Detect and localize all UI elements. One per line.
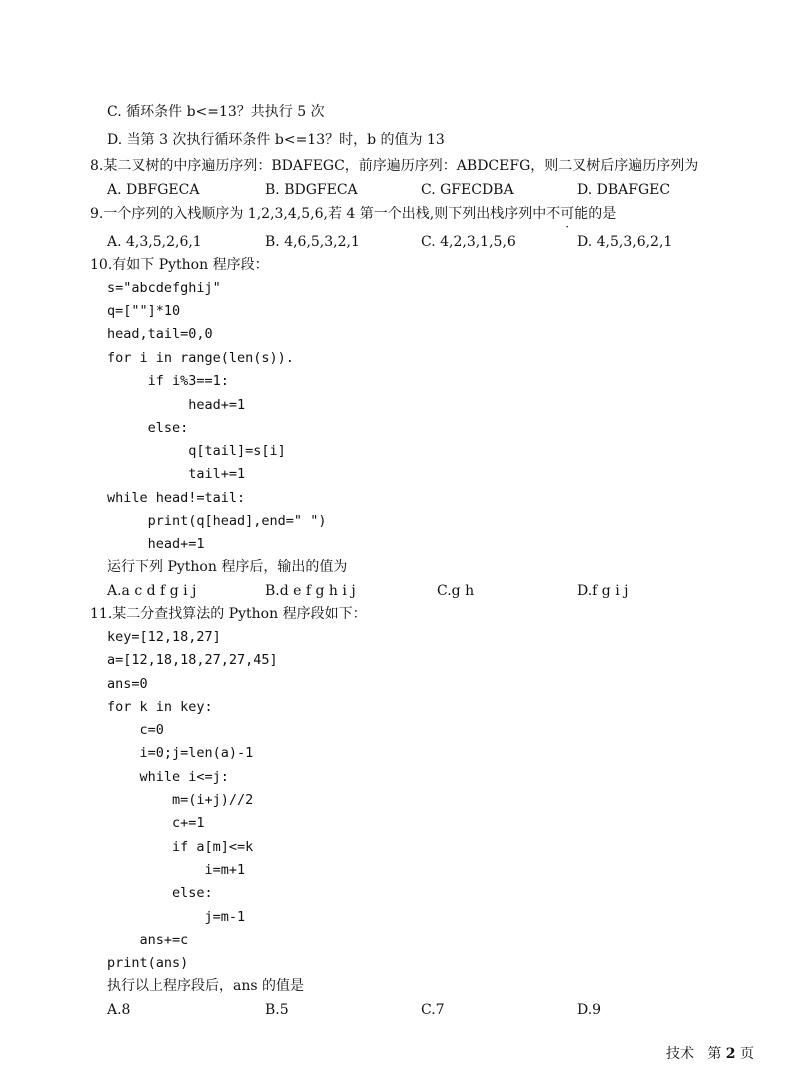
q9-option-d: D. 4,5,3,6,2,1 xyxy=(577,234,673,250)
q10-option-c: C.g h xyxy=(437,583,475,599)
q11-option-c: C.7 xyxy=(421,1002,445,1018)
q7-option-d: D. 当第 3 次执行循环条件 b<=13？时，b 的值为 13 xyxy=(107,132,445,148)
q10-code-line: for i in range(len(s)). xyxy=(107,350,294,366)
q10-code-line: s="abcdefghij" xyxy=(107,280,221,296)
q11-option-a: A.8 xyxy=(107,1002,131,1018)
q11-code-line: for k in key: xyxy=(107,699,213,715)
q11-code-line: i=m+1 xyxy=(107,862,246,878)
q10-stem: 10.有如下 Python 程序段： xyxy=(90,257,269,273)
q11-option-d: D.9 xyxy=(577,1002,602,1018)
q10-option-b: B.d e f g h i j xyxy=(265,583,356,599)
q10-code-line: head+=1 xyxy=(107,536,205,552)
q9-stem-before: 9.一个序列的入栈顺序为 1,2,3,4,5,6,若 4 第一个出栈,则下列出栈序列中 xyxy=(90,206,547,222)
q10-question: 运行下列 Python 程序后，输出的值为 xyxy=(107,559,348,575)
q11-code-line: i=0;j=len(a)-1 xyxy=(107,745,254,761)
q11-code-line: j=m-1 xyxy=(107,909,246,925)
q11-code-line: ans+=c xyxy=(107,932,189,948)
q11-code-line: else: xyxy=(107,885,213,901)
q10-option-a: A.a c d f g i j xyxy=(107,583,197,599)
q11-code-line: c=0 xyxy=(107,722,164,738)
q11-code-line: key=[12,18,27] xyxy=(107,629,221,645)
q10-option-d: D.f g i j xyxy=(577,583,629,599)
q9-option-c: C. 4,2,3,1,5,6 xyxy=(421,234,516,250)
q10-code-line: q=[""]*10 xyxy=(107,303,181,319)
q7-option-c: C. 循环条件 b<=13？共执行 5 次 xyxy=(107,104,325,120)
footer-page-prefix: 第 xyxy=(707,1046,722,1062)
footer-page-number: 2 xyxy=(725,1046,736,1062)
q10-code-line: head+=1 xyxy=(107,397,246,413)
q11-code-line: if a[m]<=k xyxy=(107,839,254,855)
q9-option-a: A. 4,3,5,2,6,1 xyxy=(107,234,202,250)
q11-question: 执行以上程序段后，ans 的值是 xyxy=(107,978,304,994)
q11-stem: 11.某二分查找算法的 Python 程序段如下： xyxy=(90,606,367,622)
q8-stem: 8.某二叉树的中序遍历序列：BDAFEGC，前序遍历序列：ABDCEFG，则二叉树后序遍历序列为 xyxy=(90,158,699,174)
q9-option-b: B. 4,6,5,3,2,1 xyxy=(265,234,360,250)
q9-stem xyxy=(90,205,616,223)
q8-option-d: D. DBAFGEC xyxy=(577,182,671,198)
q9-stem-after: 的是 xyxy=(588,206,617,222)
q11-code-line: ans=0 xyxy=(107,676,148,692)
footer-subject: 技术 xyxy=(665,1046,694,1062)
q8-option-c: C. GFECDBA xyxy=(421,182,514,198)
q8-option-a: A. DBFGECA xyxy=(107,182,200,198)
q11-code-line: while i<=j: xyxy=(107,769,229,785)
q8-option-b: B. BDGFECA xyxy=(265,182,358,198)
footer-page-suffix: 页 xyxy=(740,1046,754,1062)
q10-code-line: print(q[head],end=" ") xyxy=(107,513,327,529)
page-footer xyxy=(666,1043,754,1063)
q10-code-line: q[tail]=s[i] xyxy=(107,443,286,459)
q11-code-line: print(ans) xyxy=(107,955,189,971)
q11-option-b: B.5 xyxy=(265,1002,289,1018)
q11-code-line: m=(i+j)//2 xyxy=(107,792,254,808)
q10-code-line: tail+=1 xyxy=(107,466,246,482)
q11-code-line: a=[12,18,18,27,27,45] xyxy=(107,652,278,668)
q10-code-line: while head!=tail: xyxy=(107,490,246,506)
q10-code-line: if i%3==1: xyxy=(107,373,229,389)
q10-code-line: else: xyxy=(107,420,189,436)
q11-code-line: c+=1 xyxy=(107,815,205,831)
q10-code-line: head,tail=0,0 xyxy=(107,326,213,342)
q9-stem-emphasis: 不可能 xyxy=(546,206,589,222)
